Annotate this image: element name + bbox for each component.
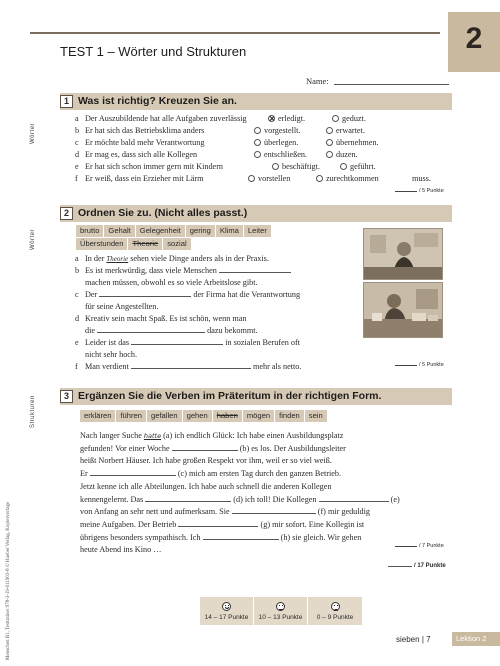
text: mehr als netto. bbox=[252, 362, 302, 371]
text: Es ist merkwürdig, dass viele Menschen bbox=[85, 266, 217, 275]
text: in sozialen Berufen oft bbox=[225, 338, 301, 347]
page-footer bbox=[396, 635, 431, 644]
checked-radio-icon[interactable] bbox=[268, 115, 275, 122]
item-letter: c bbox=[75, 290, 79, 299]
side-label-strukturen: Strukturen bbox=[30, 395, 36, 428]
word-bank-item: gering bbox=[186, 225, 216, 237]
text: machen müssen, obwohl es so viele Arbeitslose gibt. bbox=[85, 278, 258, 287]
sad-face-icon bbox=[331, 602, 340, 611]
score-input[interactable] bbox=[395, 546, 417, 547]
option[interactable]: übernehmen. bbox=[326, 138, 379, 147]
word-bank-item: mögen bbox=[243, 410, 275, 422]
word-bank-item: erklären bbox=[80, 410, 116, 422]
radio-icon[interactable] bbox=[254, 127, 261, 134]
header-rule bbox=[30, 32, 440, 34]
item-letter: e bbox=[75, 338, 79, 347]
word-bank-item-used: Theorie bbox=[128, 238, 163, 250]
word-bank-item: Gehalt bbox=[104, 225, 135, 237]
rating-label: 10 – 13 Punkte bbox=[258, 613, 303, 621]
word-bank-item-used: haben bbox=[213, 410, 243, 422]
score-input[interactable] bbox=[395, 365, 417, 366]
points-field: / 5 Punkte bbox=[395, 362, 444, 372]
side-label-woerter: Wörter bbox=[30, 123, 36, 144]
word-bank-item: führen bbox=[116, 410, 147, 422]
item-letter: f bbox=[75, 174, 78, 183]
text-line: meine Aufgaben. Der Betrieb (g) mir sofort. Eine Kollegin ist bbox=[80, 519, 365, 529]
text: Leider ist das bbox=[85, 338, 130, 347]
cluttered-desk-photo bbox=[363, 282, 443, 338]
question-row bbox=[60, 162, 452, 174]
name-field[interactable] bbox=[334, 84, 449, 85]
option[interactable]: überlegen. bbox=[254, 138, 298, 147]
answer-blank[interactable] bbox=[203, 539, 279, 540]
word-bank-item: brutto bbox=[76, 225, 104, 237]
item-letter: c bbox=[75, 138, 79, 147]
item-letter: a bbox=[75, 114, 79, 123]
radio-icon[interactable] bbox=[272, 163, 279, 170]
question-text: Er möchte bald mehr Verantwortung bbox=[85, 138, 205, 147]
text-line: Jetzt kenne ich alle Abteilungen. Ich habe auch schnell die anderen Kollegen bbox=[80, 481, 332, 491]
text: für seine Angestellten. bbox=[85, 302, 159, 311]
answer-blank[interactable] bbox=[232, 513, 316, 514]
page-number: 7 bbox=[426, 635, 431, 644]
score-rating-table bbox=[200, 597, 362, 625]
answer-blank[interactable] bbox=[131, 344, 223, 345]
section-title: Ergänzen Sie die Verben im Präteritum in der richtigen Form. bbox=[78, 390, 382, 402]
option[interactable]: entschließen. bbox=[254, 150, 307, 159]
rating-cell bbox=[254, 597, 308, 625]
rating-cell bbox=[308, 597, 362, 625]
question-row bbox=[60, 138, 452, 150]
question-text: Er hat sich schon immer gern mit Kindern bbox=[85, 162, 224, 171]
radio-icon[interactable] bbox=[332, 115, 339, 122]
text: nicht sehr hoch. bbox=[85, 350, 138, 359]
text: der Firma hat die Verantwortung bbox=[193, 290, 301, 299]
section-number: 1 bbox=[60, 95, 73, 108]
lesson-number: 2 bbox=[465, 22, 483, 55]
sentence-end: muss. bbox=[412, 174, 431, 183]
answer-blank[interactable] bbox=[219, 272, 291, 273]
sentence-item bbox=[60, 362, 360, 374]
text-line: gefunden! Vor einer Woche (b) es los. Der Ausbildungsleiter bbox=[80, 443, 346, 453]
question-row bbox=[60, 126, 452, 138]
handwritten-answer: Theorie bbox=[106, 255, 129, 263]
answer-blank[interactable] bbox=[172, 450, 238, 451]
word-bank bbox=[76, 225, 272, 237]
cloze-text bbox=[80, 430, 430, 557]
option[interactable]: vorgestellt. bbox=[254, 126, 300, 135]
radio-icon[interactable] bbox=[340, 163, 347, 170]
sentence-item bbox=[60, 314, 360, 326]
points-field: / 7 Punkte bbox=[395, 543, 444, 553]
answer-blank[interactable] bbox=[99, 296, 191, 297]
item-letter: a bbox=[75, 254, 79, 263]
question-text: Er weiß, dass ein Erzieher mit Lärm bbox=[85, 174, 204, 183]
word-bank-item: gefallen bbox=[147, 410, 183, 422]
word-bank-item: Gelegenheit bbox=[136, 225, 186, 237]
item-letter: d bbox=[75, 150, 80, 159]
total-points-field: / 17 Punkte bbox=[388, 563, 446, 569]
radio-icon[interactable] bbox=[248, 175, 255, 182]
radio-icon[interactable] bbox=[326, 139, 333, 146]
question-text: Er mag es, dass sich alle Kollegen bbox=[85, 150, 198, 159]
radio-icon[interactable] bbox=[326, 127, 333, 134]
answer-blank[interactable] bbox=[90, 475, 176, 476]
sentence-item bbox=[60, 278, 360, 290]
text: dazu bekommt. bbox=[207, 326, 258, 335]
handwritten-answer: hatte bbox=[143, 432, 162, 440]
name-label: Name: bbox=[306, 76, 329, 86]
sentence-item bbox=[60, 350, 360, 362]
word-bank-item: finden bbox=[275, 410, 305, 422]
office-leader-photo bbox=[363, 228, 443, 280]
question-row bbox=[60, 114, 452, 126]
neutral-face-icon bbox=[276, 602, 285, 611]
text: Man verdient bbox=[85, 362, 129, 371]
question-row bbox=[60, 174, 452, 186]
section-2-header bbox=[60, 205, 452, 222]
sentence-item bbox=[60, 302, 360, 314]
section-number: 3 bbox=[60, 390, 73, 403]
happy-face-icon bbox=[222, 602, 231, 611]
question-row bbox=[60, 150, 452, 162]
section-title: Was ist richtig? Kreuzen Sie an. bbox=[78, 95, 237, 107]
section-1-header bbox=[60, 93, 452, 110]
text-line: heißt Norbert Häuser. Ich habe großen Respekt vor ihm, weil er so viel weiß. bbox=[80, 456, 332, 466]
word-bank-item: Leiter bbox=[244, 225, 272, 237]
word-bank bbox=[76, 238, 192, 250]
lesson-footer-tab: Lektion 2 bbox=[452, 632, 500, 646]
text: Der bbox=[85, 290, 98, 299]
page-word: sieben bbox=[396, 635, 420, 644]
word-bank-item: sozial bbox=[163, 238, 191, 250]
word-bank-item: Überstunden bbox=[76, 238, 128, 250]
side-label-woerter: Wörter bbox=[30, 229, 36, 250]
radio-icon[interactable] bbox=[316, 175, 323, 182]
option[interactable]: erwartet. bbox=[326, 126, 365, 135]
radio-icon[interactable] bbox=[326, 151, 333, 158]
rating-cell bbox=[200, 597, 254, 625]
page-title: TEST 1 – Wörter und Strukturen bbox=[60, 44, 247, 59]
question-text: Er hat sich das Betriebsklima anders bbox=[85, 126, 205, 135]
sentence-item bbox=[60, 290, 360, 302]
separator: | bbox=[421, 635, 424, 644]
question-text: Der Auszubildende hat alle Aufgaben zuverlässig bbox=[85, 114, 247, 123]
option[interactable]: geduzt. bbox=[332, 114, 366, 123]
text: sehen viele Dinge anders als in der Praxis. bbox=[130, 254, 269, 263]
item-letter: b bbox=[75, 266, 80, 275]
option[interactable]: geführt. bbox=[340, 162, 376, 171]
option[interactable]: vorstellen bbox=[248, 174, 290, 183]
text: Kreativ sein macht Spaß. Es ist schön, wenn man bbox=[85, 314, 247, 323]
text: die bbox=[85, 326, 96, 335]
rating-label: 14 – 17 Punkte bbox=[204, 613, 249, 621]
section-title: Ordnen Sie zu. (Nicht alles passt.) bbox=[78, 207, 248, 219]
item-letter: e bbox=[75, 162, 79, 171]
text-line: Nach langer Suche hatte (a) ich endlich Glück: Ich habe einen Ausbildungsplatz bbox=[80, 431, 344, 440]
answer-blank[interactable] bbox=[131, 368, 251, 369]
score-input[interactable] bbox=[395, 191, 417, 192]
item-letter: b bbox=[75, 126, 80, 135]
item-letter: f bbox=[75, 362, 78, 371]
answer-blank[interactable] bbox=[97, 332, 205, 333]
option[interactable]: erledigt. bbox=[268, 114, 305, 123]
answer-blank[interactable] bbox=[145, 501, 231, 502]
option[interactable]: duzen. bbox=[326, 150, 358, 159]
radio-icon[interactable] bbox=[254, 151, 261, 158]
sentence-item bbox=[60, 254, 360, 266]
text-line: übrigens besonders sympathisch. Ich (h) sie gleich. Wir gehen bbox=[80, 532, 362, 542]
sentence-item bbox=[60, 266, 360, 278]
text-line: kennengelernt. Das (d) ich toll! Die Kollegen (e) bbox=[80, 494, 400, 504]
word-bank-item: Klima bbox=[216, 225, 244, 237]
text-line: Er (c) mich am ersten Tag durch den ganzen Betrieb. bbox=[80, 469, 342, 479]
rating-label: 0 – 9 Punkte bbox=[316, 613, 354, 621]
word-bank bbox=[80, 410, 328, 422]
answer-blank[interactable] bbox=[319, 501, 389, 502]
section-3-header bbox=[60, 388, 452, 405]
score-input[interactable] bbox=[388, 566, 412, 567]
option[interactable]: beschäftigt. bbox=[272, 162, 320, 171]
answer-blank[interactable] bbox=[178, 526, 258, 527]
word-bank-item: gehen bbox=[183, 410, 213, 422]
points-field: / 5 Punkte bbox=[395, 188, 444, 198]
text-line: heute Abend ins Kino … bbox=[80, 545, 162, 555]
item-letter: d bbox=[75, 314, 80, 323]
copyright-note: Menschen B1, Testtrainer 978-3-19-011903-8 © Hueber Verlag, Kopiervorlage bbox=[6, 501, 11, 660]
radio-icon[interactable] bbox=[254, 139, 261, 146]
option[interactable]: zurechtkommen bbox=[316, 174, 379, 183]
section-number: 2 bbox=[60, 207, 73, 220]
text-line: von Anfang an sehr nett und aufmerksam. Sie (f) mir geduldig bbox=[80, 507, 371, 517]
sentence-item bbox=[60, 326, 360, 338]
sentence-item bbox=[60, 338, 360, 350]
text: In der bbox=[85, 254, 105, 263]
word-bank-item: sein bbox=[305, 410, 328, 422]
